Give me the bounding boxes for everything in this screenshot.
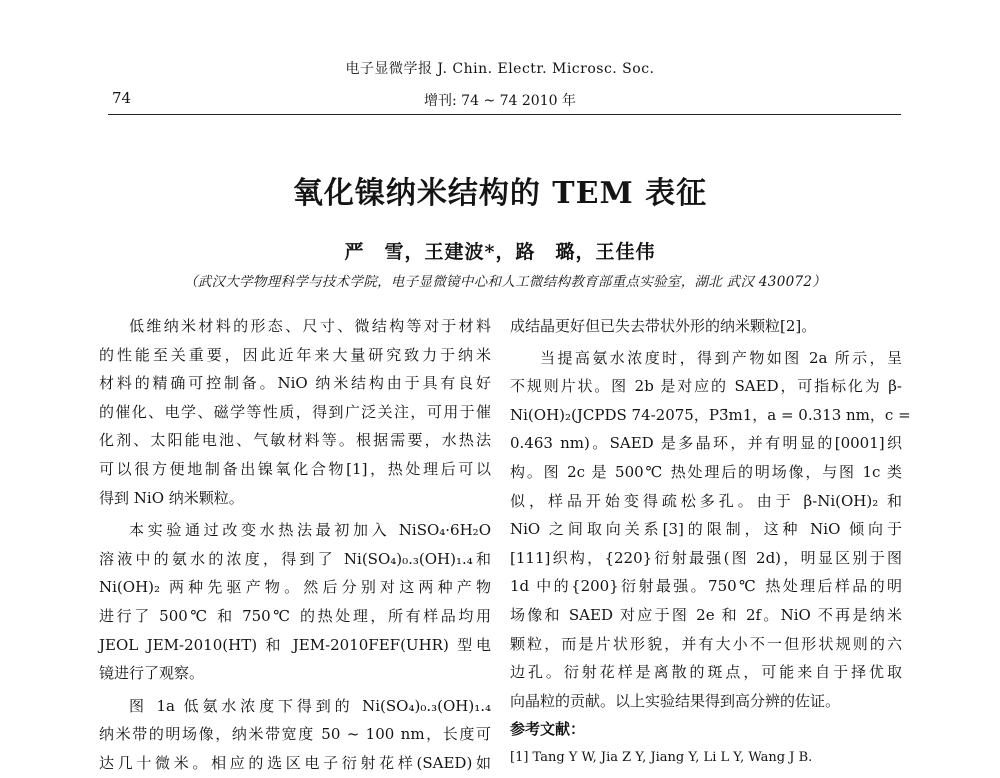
text-line: 不规则片状。图 2b 是对应的 SAED，可指标化为 β- [510,377,902,396]
page-number: 74 [112,89,132,107]
journal-header: 电子显微学报 J. Chin. Electr. Microsc. Soc. [345,61,655,77]
reference-item: [1] Tang Y W, Jia Z Y, Jiang Y, Li L Y, Wang J B. [510,749,813,765]
left-column [99,312,491,778]
text-line: 低维纳米材料的形态、尺寸、微结构等对于材料 [129,317,491,335]
text-line: 边孔。衍射花样是离散的斑点，可能来自于择优取 [510,663,902,682]
text-line: JEOL JEM-2010(HT) 和 JEM-2010FEF(UHR) 型电 [99,635,491,654]
text-line: 材料的精确可控制备。NiO 纳米结构由于具有良好 [99,374,491,393]
text-line: 图 1a 低氨水浓度下得到的 Ni(SO₄)₀.₃(OH)₁.₄ [129,696,491,715]
text-line: 溶液中的氨水的浓度，得到了 Ni(SO₄)₀.₃(OH)₁.₄和 [99,549,491,568]
text-line: 纳米带的明场像，纳米带宽度 50 ~ 100 nm，长度可 [99,725,491,744]
text-line: 的性能至关重要，因此近年来大量研究致力于纳米 [99,345,491,364]
text-line: 可以很方便地制备出镍氧化合物[1]，热处理后可以 [99,459,491,478]
text-line: NiO 之间取向关系[3]的限制，这种 NiO 倾向于 [510,520,902,539]
text-line: 构。图 2c 是 500℃ 热处理后的明场像，与图 1c 类 [510,462,902,481]
text-line: 进行了 500℃ 和 750℃ 的热处理，所有样品均用 [99,606,491,625]
header-rule [108,114,901,115]
text-line: [111]织构，{220}衍射最强(图 2d)，明显区别于图 [510,548,902,567]
text-line: Ni(OH)₂ 两种先驱产物。然后分别对这两种产物 [99,578,491,597]
text-line: 达几十微米。相应的选区电子衍射花样(SAED)如 [99,753,491,772]
affiliation: （武汉大学物理科学与技术学院，电子显微镜中心和人工微结构教育部重点实验室，湖北 武汉 430072） [183,274,827,290]
paragraph-fig2 [510,344,911,716]
text-line: 当提高氨水浓度时，得到产物如图 2a 所示，呈 [540,348,902,367]
article-title: 氧化镍纳米结构的 TEM 表征 [292,176,708,211]
text-line: 化剂、太阳能电池、气敏材料等。根据需要，水热法 [99,431,491,450]
paragraph-continued [510,312,902,341]
text-line: 1d 中的{200}衍射最强。750℃ 热处理后样品的明 [510,577,902,596]
right-column [510,312,911,773]
text-line: 镜进行了观察。 [99,664,205,683]
text-line: 向晶粒的贡献。以上实验结果得到高分辨的佐证。 [510,691,841,710]
text-line: 场像和 SAED 对应于图 2e 和 2f。NiO 不再是纳米 [510,605,902,624]
text-line: 成结晶更好但已失去带状外形的纳米颗粒[2]。 [510,317,817,335]
text-line: 似，样品开始变得疏松多孔。由于 β-Ni(OH)₂ 和 [510,491,902,510]
issue-info: 增刊: 74 ~ 74 2010 年 [424,93,576,109]
text-line: 的催化、电学、磁学等性质，得到广泛关注，可用于催 [99,402,491,421]
references-heading: 参考文献： [510,720,586,739]
paragraph-intro [99,312,491,512]
text-line: 本实验通过改变水热法最初加入 NiSO₄·6H₂O [129,521,491,540]
text-line: Ni(OH)₂(JCPDS 74-2075，P3̄m1，a = 0.313 nm，c = [510,405,911,424]
author-list: 严 雪，王建波*，路 璐，王佳伟 [344,241,656,263]
paragraph-fig1 [99,692,491,778]
text-line: 0.463 nm)。SAED 是多晶环，并有明显的[0001]织 [510,434,902,453]
text-line: 颗粒，而是片状形貌，并有大小不一但形状规则的六 [510,634,902,653]
paragraph-method [99,516,491,688]
text-line: 得到 NiO 纳米颗粒。 [99,488,244,507]
